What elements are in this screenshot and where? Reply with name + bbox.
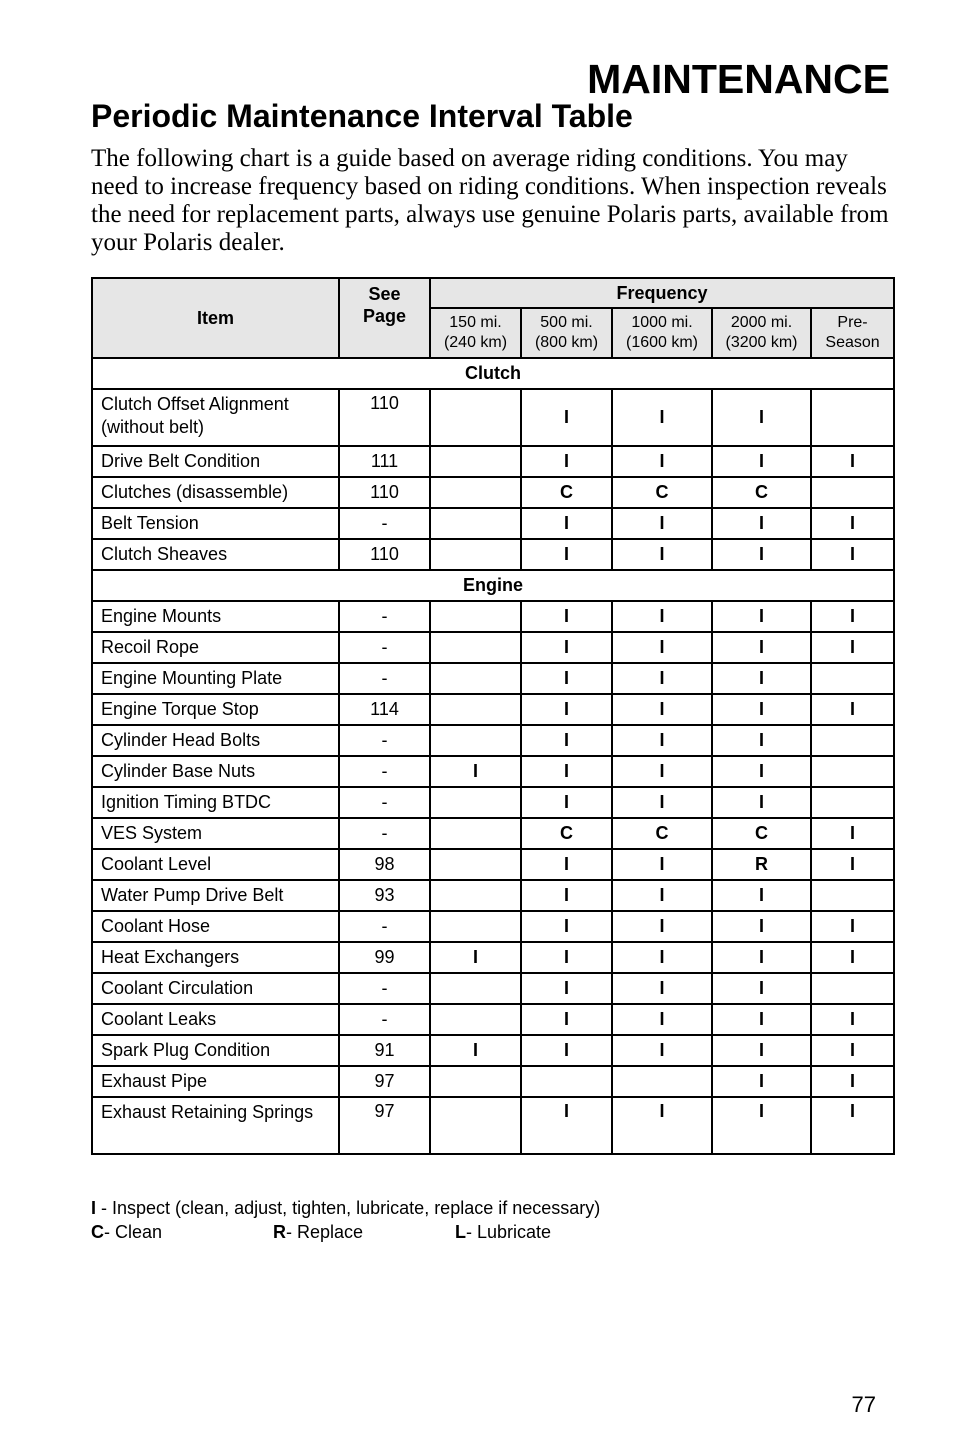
frequency-cell: I [521, 694, 612, 725]
frequency-cell: I [712, 663, 811, 694]
table-row [92, 1004, 894, 1035]
frequency-column-4 [811, 308, 894, 358]
item-cell: VES System [92, 818, 339, 849]
frequency-cell: I [712, 1004, 811, 1035]
frequency-cell: I [521, 1097, 612, 1154]
frequency-cell: I [712, 725, 811, 756]
legend-replace-key: R [273, 1222, 286, 1242]
frequency-cell [811, 973, 894, 1004]
frequency-cell: I [521, 787, 612, 818]
frequency-cell: I [712, 539, 811, 570]
frequency-cell: I [521, 601, 612, 632]
frequency-cell: I [811, 694, 894, 725]
frequency-cell: I [521, 942, 612, 973]
frequency-cell: I [811, 539, 894, 570]
frequency-cell: I [712, 694, 811, 725]
frequency-cell: C [712, 477, 811, 508]
page-cell: 110 [339, 539, 430, 570]
frequency-cell: I [712, 973, 811, 1004]
page-cell: - [339, 508, 430, 539]
frequency-cell: I [521, 880, 612, 911]
item-cell: Exhaust Retaining Springs [92, 1097, 339, 1154]
item-cell: Clutches (disassemble) [92, 477, 339, 508]
frequency-cell: I [521, 632, 612, 663]
column-header-item: Item [92, 278, 339, 358]
group-row [92, 358, 894, 389]
table-row [92, 942, 894, 973]
frequency-cell: C [612, 477, 712, 508]
frequency-cell: I [811, 601, 894, 632]
frequency-line-2: (240 km) [443, 334, 508, 351]
frequency-cell: I [612, 601, 712, 632]
frequency-cell [430, 601, 521, 632]
frequency-line-2: Season [825, 334, 880, 351]
frequency-cell: I [712, 446, 811, 477]
table-row [92, 446, 894, 477]
page-cell: 98 [339, 849, 430, 880]
frequency-cell [430, 725, 521, 756]
maintenance-table [91, 277, 893, 1155]
table-row [92, 911, 894, 942]
item-cell: Engine Mounting Plate [92, 663, 339, 694]
page-cell: 111 [339, 446, 430, 477]
frequency-cell [811, 880, 894, 911]
frequency-cell: I [612, 942, 712, 973]
frequency-cell [811, 787, 894, 818]
frequency-cell [430, 1097, 521, 1154]
page-cell: - [339, 818, 430, 849]
page-cell: - [339, 787, 430, 818]
table-row [92, 787, 894, 818]
table-row [92, 818, 894, 849]
column-header-frequency: Frequency [430, 278, 894, 308]
frequency-cell: I [712, 880, 811, 911]
table-row [92, 389, 894, 446]
frequency-cell [430, 973, 521, 1004]
frequency-cell: I [521, 446, 612, 477]
frequency-cell: C [521, 477, 612, 508]
page-cell: - [339, 756, 430, 787]
table-row [92, 632, 894, 663]
frequency-cell: I [612, 632, 712, 663]
frequency-cell [430, 818, 521, 849]
frequency-cell: I [612, 508, 712, 539]
frequency-cell: I [811, 1097, 894, 1154]
frequency-cell: I [811, 632, 894, 663]
table-row [92, 1066, 894, 1097]
frequency-cell: I [430, 942, 521, 973]
frequency-cell [430, 880, 521, 911]
legend-clean-key: C [91, 1222, 104, 1242]
legend-replace-text: - Replace [286, 1222, 364, 1242]
legend-inspect-text: - Inspect (clean, adjust, tighten, lubricate, replace if necessary) [96, 1198, 601, 1218]
frequency-cell [811, 756, 894, 787]
table-row [92, 1097, 894, 1154]
table-row [92, 477, 894, 508]
frequency-cell [811, 389, 894, 446]
frequency-cell [430, 632, 521, 663]
group-label: Clutch [92, 358, 894, 389]
frequency-line-2: (3200 km) [725, 334, 798, 351]
frequency-cell [430, 787, 521, 818]
frequency-cell: I [712, 911, 811, 942]
frequency-cell: I [612, 756, 712, 787]
page-cell: 114 [339, 694, 430, 725]
frequency-cell: I [612, 849, 712, 880]
frequency-cell: I [430, 1035, 521, 1066]
frequency-cell [811, 663, 894, 694]
legend-clean-text: - Clean [104, 1222, 163, 1242]
item-cell: Recoil Rope [92, 632, 339, 663]
item-cell: Spark Plug Condition [92, 1035, 339, 1066]
frequency-cell [430, 694, 521, 725]
frequency-cell: I [811, 508, 894, 539]
page-title: Periodic Maintenance Interval Table [91, 98, 633, 134]
frequency-cell: I [712, 1097, 811, 1154]
frequency-cell: I [521, 389, 612, 446]
page-cell: 91 [339, 1035, 430, 1066]
frequency-cell: I [612, 787, 712, 818]
table-row [92, 508, 894, 539]
table-row [92, 880, 894, 911]
frequency-cell: I [612, 1097, 712, 1154]
frequency-line-1: 1000 mi. [631, 314, 693, 331]
frequency-cell: I [612, 973, 712, 1004]
frequency-cell: I [612, 725, 712, 756]
frequency-cell: I [521, 973, 612, 1004]
group-row [92, 570, 894, 601]
frequency-cell: I [612, 694, 712, 725]
frequency-cell [430, 389, 521, 446]
item-cell: Heat Exchangers [92, 942, 339, 973]
frequency-cell: I [811, 1035, 894, 1066]
frequency-cell: I [430, 756, 521, 787]
page-number: 77 [851, 1392, 876, 1417]
frequency-cell: C [612, 818, 712, 849]
frequency-cell [612, 1066, 712, 1097]
legend-lube-key: L [455, 1222, 466, 1242]
table-row [92, 663, 894, 694]
frequency-cell: I [811, 1004, 894, 1035]
frequency-cell [811, 725, 894, 756]
legend [91, 1196, 600, 1244]
frequency-cell: I [521, 725, 612, 756]
see-page-line-1: See [368, 284, 401, 304]
frequency-cell [430, 539, 521, 570]
table-row [92, 756, 894, 787]
legend-lube-text: - Lubricate [466, 1222, 552, 1242]
legend-inspect-key: I [91, 1198, 97, 1218]
item-cell: Clutch Sheaves [92, 539, 339, 570]
table-row [92, 539, 894, 570]
item-cell: Engine Torque Stop [92, 694, 339, 725]
frequency-cell: I [712, 601, 811, 632]
frequency-cell [521, 1066, 612, 1097]
frequency-line-1: 2000 mi. [730, 314, 793, 331]
frequency-line-1: 500 mi. [540, 314, 593, 331]
item-cell: Coolant Leaks [92, 1004, 339, 1035]
item-cell: Drive Belt Condition [92, 446, 339, 477]
frequency-cell: I [811, 818, 894, 849]
group-label: Engine [92, 570, 894, 601]
frequency-cell [430, 477, 521, 508]
legend-lubricate [455, 1220, 551, 1244]
frequency-cell: I [612, 1035, 712, 1066]
item-cell: Clutch Offset Alignment (without belt) [92, 389, 339, 446]
item-cell: Ignition Timing BTDC [92, 787, 339, 818]
frequency-cell: I [712, 787, 811, 818]
frequency-cell [811, 477, 894, 508]
frequency-cell: I [712, 1066, 811, 1097]
page-cell: 110 [339, 477, 430, 508]
table-row [92, 1035, 894, 1066]
frequency-line-2: (1600 km) [625, 334, 699, 351]
frequency-cell: I [712, 942, 811, 973]
item-cell: Coolant Circulation [92, 973, 339, 1004]
frequency-cell: I [811, 446, 894, 477]
item-cell: Belt Tension [92, 508, 339, 539]
frequency-cell: I [811, 911, 894, 942]
frequency-cell: I [612, 880, 712, 911]
legend-clean [91, 1220, 273, 1244]
frequency-cell: I [712, 389, 811, 446]
frequency-cell: I [811, 1066, 894, 1097]
intro-paragraph: The following chart is a guide based on average riding conditions. You may need to increase frequency based on riding conditions. When inspection reveals the need for replacement parts, always use genuine Polaris parts, available from your Polaris dealer. [91, 145, 889, 256]
frequency-cell: I [521, 911, 612, 942]
page-cell: - [339, 632, 430, 663]
item-cell: Cylinder Head Bolts [92, 725, 339, 756]
frequency-column-1 [521, 308, 612, 358]
frequency-cell: R [712, 849, 811, 880]
frequency-cell: C [712, 818, 811, 849]
frequency-cell: I [612, 446, 712, 477]
frequency-cell [430, 1066, 521, 1097]
frequency-cell: I [521, 508, 612, 539]
page-cell: 97 [339, 1097, 430, 1154]
page-cell: - [339, 1004, 430, 1035]
page-cell: - [339, 601, 430, 632]
frequency-line-1: 150 mi. [449, 314, 502, 331]
item-cell: Coolant Hose [92, 911, 339, 942]
table-row [92, 973, 894, 1004]
see-page-line-2: Page [362, 306, 407, 326]
item-cell: Coolant Level [92, 849, 339, 880]
frequency-cell: I [521, 756, 612, 787]
frequency-column-2 [612, 308, 712, 358]
frequency-cell [430, 508, 521, 539]
frequency-cell: C [521, 818, 612, 849]
frequency-cell: I [612, 1004, 712, 1035]
frequency-cell: I [811, 849, 894, 880]
frequency-cell: I [612, 389, 712, 446]
frequency-line-2: (800 km) [534, 334, 599, 351]
frequency-cell [430, 849, 521, 880]
item-cell: Cylinder Base Nuts [92, 756, 339, 787]
legend-replace [273, 1220, 455, 1244]
frequency-cell: I [612, 911, 712, 942]
frequency-cell: I [612, 539, 712, 570]
page-cell: - [339, 973, 430, 1004]
frequency-cell: I [521, 1035, 612, 1066]
legend-inspect [91, 1196, 600, 1220]
frequency-cell [430, 663, 521, 694]
section-header: MAINTENANCE [587, 56, 890, 102]
frequency-cell: I [712, 756, 811, 787]
page-cell: 97 [339, 1066, 430, 1097]
frequency-cell: I [521, 663, 612, 694]
page-cell: 93 [339, 880, 430, 911]
frequency-cell: I [521, 539, 612, 570]
frequency-cell: I [712, 1035, 811, 1066]
table-row [92, 849, 894, 880]
page-cell: - [339, 911, 430, 942]
item-cell: Engine Mounts [92, 601, 339, 632]
frequency-cell: I [612, 663, 712, 694]
table-row [92, 601, 894, 632]
frequency-column-0 [430, 308, 521, 358]
page-cell: 110 [339, 389, 430, 446]
item-cell: Exhaust Pipe [92, 1066, 339, 1097]
frequency-cell: I [811, 942, 894, 973]
frequency-line-1: Pre- [837, 314, 868, 331]
table-row [92, 694, 894, 725]
column-header-see-page [339, 278, 430, 358]
frequency-cell: I [712, 632, 811, 663]
frequency-cell: I [521, 1004, 612, 1035]
frequency-cell [430, 911, 521, 942]
page-cell: - [339, 663, 430, 694]
frequency-column-3 [712, 308, 811, 358]
page-cell: - [339, 725, 430, 756]
page-cell: 99 [339, 942, 430, 973]
item-cell: Water Pump Drive Belt [92, 880, 339, 911]
frequency-cell [430, 1004, 521, 1035]
table-row [92, 725, 894, 756]
frequency-cell: I [712, 508, 811, 539]
frequency-cell [430, 446, 521, 477]
frequency-cell: I [521, 849, 612, 880]
